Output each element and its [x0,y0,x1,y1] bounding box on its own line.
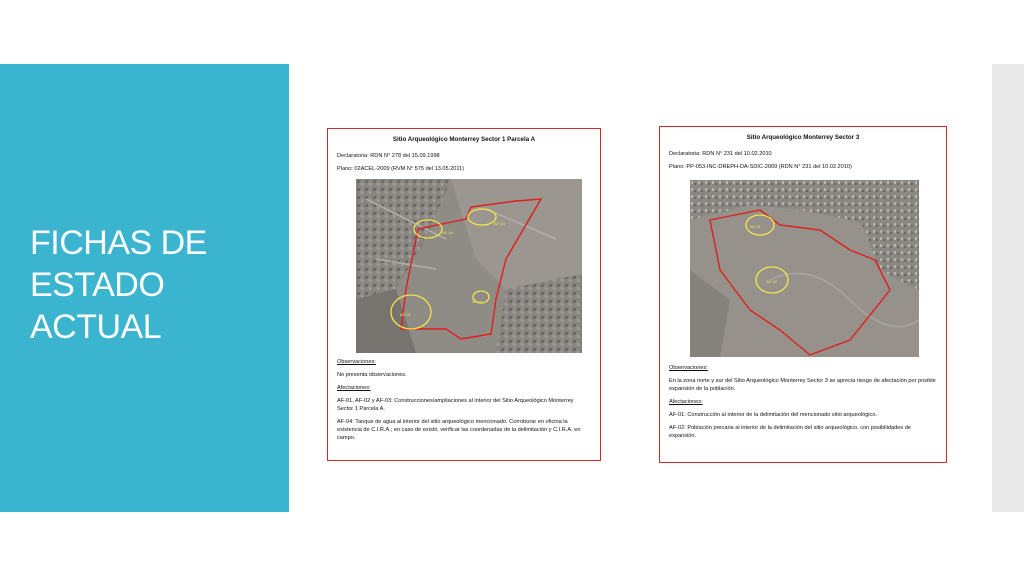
afectacion-1-text: AF-01: Construcción al interior de la delimitación del mencionado sitio arqueológico. [669,412,878,418]
map-label-af01: AF-01 [400,312,411,317]
afectacion-2-text: AF-04: Tanque de agua al interior del sitio arqueológico mencionado. Corroborar en oficina la existencia de C.I.R.A.; en caso de existir, verificar las coordenadas de la delimitación y C.I.R.A. en campo. [337,419,581,441]
plano-text: Plano: PP-053-INC-DREPH-DA-SDIC-2009 (RDN N° 231 del 10.02.2010) [669,164,852,170]
map-graphic [356,179,582,353]
map-label-af02: AF-02 [472,299,483,304]
observaciones-label: Observaciones: [669,365,708,371]
afectaciones-label: Afectaciones: [669,399,703,405]
slide-title [30,222,280,348]
observaciones-text: No presenta observaciones. [337,372,407,378]
side-scroll-strip [992,64,1024,512]
map-label-af03: AF-03 [494,221,505,226]
slide-title-line-2: ESTADO [30,266,165,304]
ficha-card-2 [659,126,947,463]
card-heading: Sitio Arqueológico Monterrey Sector 3 [746,134,860,141]
plano-text: Plano: 02ACEL-2009 (RVM N° 575 del 13.05.2011) [337,166,465,172]
declaratoria-text: Declaratoria: RDN N° 278 del 15.09.1998 [337,153,440,159]
card-heading: Sitio Arqueológico Monterrey Sector 1 Parcela A [392,136,536,143]
satellite-map [690,180,919,357]
map-label-af01: AF-01 [750,224,761,229]
map-graphic [690,180,919,357]
map-label-af04: AF-04 [442,230,453,235]
observaciones-label: Observaciones: [337,359,376,365]
satellite-map [356,179,582,353]
afectacion-1-text: AF-01, AF-02 y AF-03: Construcciones/ampliaciones al interior del Sitio Arqueológico Monterrey Sector 1 Parcela A. [337,398,574,412]
slide-title-line-3: ACTUAL [30,308,162,346]
afectacion-2-text: AF-02: Población precaria al interior de la delimitación del sitio arqueológico, con posibilidades de expansión. [669,425,911,439]
observaciones-text: En la zona norte y sur del Sitio Arqueológico Monterrey Sector 3 se aprecia riesgo de afectación por posible expansión de la población. [669,378,936,392]
map-label-af02: AF-02 [766,279,777,284]
ficha-card-1 [327,128,601,461]
slide-title-line-1: FICHAS DE [30,224,207,262]
afectaciones-label: Afectaciones: [337,385,371,391]
declaratoria-text: Declaratoria: RDN N° 231 del 10.02.2010 [669,151,772,157]
